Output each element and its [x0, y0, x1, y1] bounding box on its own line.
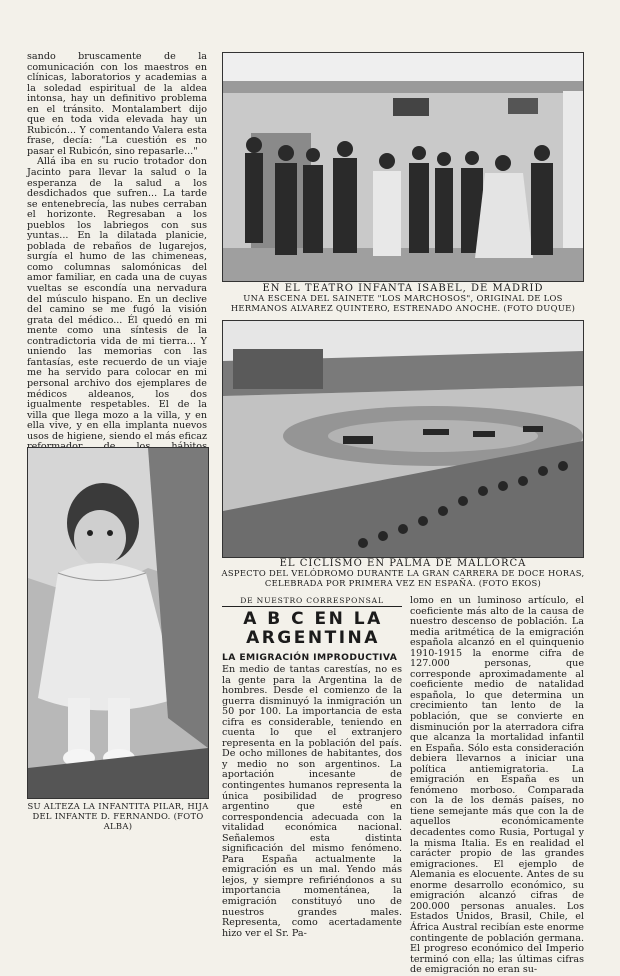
theatre-caption	[218, 284, 588, 313]
theatre-photo-drawing	[223, 53, 583, 281]
infanta-photo	[27, 447, 209, 799]
article-title: A B C EN LA ARGENTINA	[243, 609, 383, 648]
byline-divider	[222, 606, 402, 607]
cycling-caption-head: EL CICLISMO EN PALMA DE MALLORCA	[279, 558, 527, 569]
infanta-photo-drawing	[28, 448, 208, 798]
left-paragraph-2: Allá iba en su rucio trotador don Jacinto para llevar la salud o la esperanza de la salud a los desdichados que sufren... La tarde se entenebrecía, las nubes cerraban el horizonte. Regresaban a los pueblos los labriegos con sus yuntas... En la dilatada planicie, poblada de rebaños de lugarejos, surgía el humo de las chimeneas, como columnas salomónicas del amor familiar, en cada una de cuyas vueltas se escondía una nervadura del músculo hispano. En un declive del camino se me fugó la visión grata del médico... Él quedó en mi mente como una síntesis de la contradictoria vida de mi tierra... Y uniendo las memorias con las fantasías, este recuerdo de un viaje me ha servido para colocar en mi personal archivo dos ejemplares de médicos aldeanos, los dos igualmente respetables. El de la villa que llega mozo a la villa, y en ella vive, y en ella implanta nuevos usos de higiene, siendo el más eficaz	[27, 156, 207, 442]
cycling-photo	[222, 320, 584, 558]
article-col1-text: En medio de tantas carestías, no es la gente para la Argentina la de hombres. Desde el comienzo de la guerra disminuyó la inmigración un 50 por 100. La importancia de esta cifra es considerable, teniendo en cuenta lo que el extranjero representa en la población del país. De ocho millones de habitantes, dos y medio no son argentinos. La aportación incesante de contingentes humanos representa la única posibilidad de progreso argentino que esté en correspondencia adecuada con la vitalidad económica nacional. Señalemos esta distinta significación del mismo fenómeno. Para España actualmente la emigración es un mal. Yendo más lejos, y siempre refiriéndonos a su importancia momentánea, la emigración constituyó uno de nuestros grandes males. Representa, como acertadamente hizo ver el Sr. Pa-	[222, 664, 402, 939]
infanta-caption: SU ALTEZA LA INFANTITA PILAR, HIJA DEL INFANTE D. FERNANDO. (FOTO ALBA)	[27, 801, 209, 831]
article-column-1	[222, 665, 402, 939]
cycling-photo-drawing	[223, 321, 583, 557]
theatre-caption-body: UNA ESCENA DEL SAINETE "LOS MARCHOSOS", ORIGINAL DE LOS HERMANOS ALVAREZ QUINTERO, ESTRENADO ANOCHE. (FOTO DUQUE)	[230, 292, 576, 313]
article-byline: DE NUESTRO CORRESPONSAL	[240, 596, 384, 605]
theatre-photo	[222, 52, 584, 282]
article-column-2	[410, 596, 584, 976]
article-col2-text: lomo en un luminoso artículo, el coeficiente más alto de la causa de nuestro descenso de población. La media aritmética de la emigración española alcanzó en el quinquenio 1910-1915 la enorme cifra de 127.000 personas, que corresponde aproximadamente al coeficiente medio de natalidad española, lo que determina un crecimiento tan lento de la población, que se convierte en disminución por la aterradora cifra que alcanza la mortalidad infantil en España. Sólo esta consideración debiera llevarnos a iniciar una política antiemigratoria. La emigración en España es un fenómeno morboso. Comparada con la de los demás países, no tiene semejante más que con la de aquellos económicamente decadentes como Rusia, Portugal y la misma Italia. Es en realidad el carácter propio de las grandes emigraciones. El ejemplo de Alemania es elocuente. Antes de su enorme desarrollo económico, su emigración alcanzó cifras de 200.000 personas anuales. Los Estados Unidos, Brasil, Chile, el África Austral recibían este enorme contingente de población germana. El progreso económico del Imperio terminó con ella; las últimas cifras de emigración no eran su-	[410, 595, 584, 976]
left-paragraph-1: sando bruscamente de la comunicación con los maestros en clínicas, laboratorios y academias a la soledad espiritual de la aldea intonsa, hay un definitivo problema en el tránsito. Montalambert dijo que en toda vida elevada hay un Rubicón... Y comentando Valera esta frase, decía: "La cuestión es no pasar el Rubicón, sino repasarle..."	[27, 51, 207, 157]
theatre-caption-head: EN EL TEATRO INFANTA ISABEL, DE MADRID	[262, 283, 544, 294]
cycling-caption	[218, 559, 588, 588]
cycling-caption-body: ASPECTO DEL VELÓDROMO DURANTE LA GRAN CARRERA DE DOCE HORAS, CELEBRADA POR PRIMERA VEZ EN ESPAÑA. (FOTO EKOS)	[221, 567, 585, 588]
article-subtitle: LA EMIGRACIÓN IMPRODUCTIVA	[222, 652, 398, 663]
